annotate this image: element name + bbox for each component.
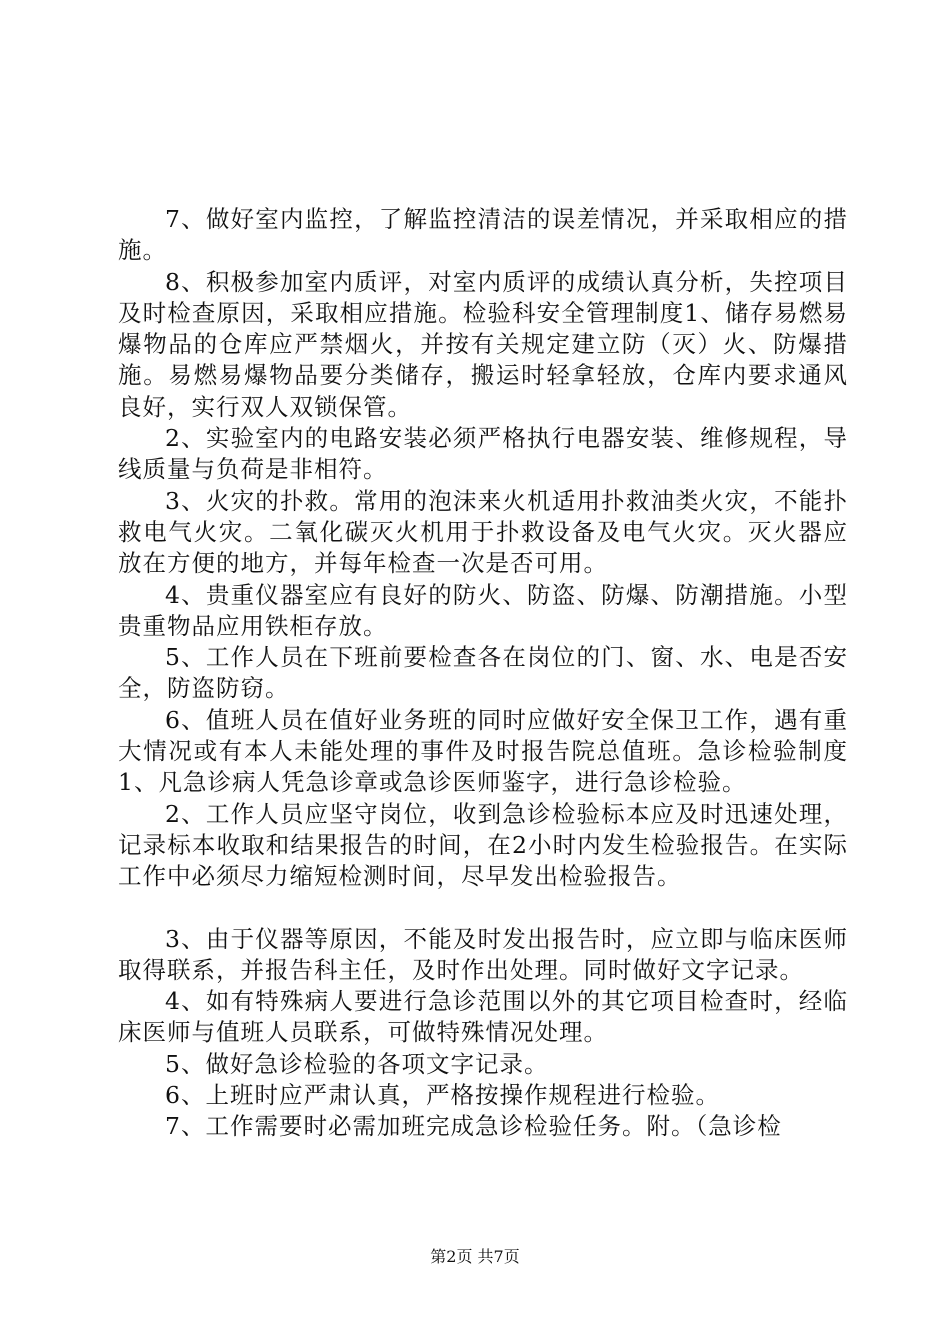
paragraph-4-valuables: 4、贵重仪器室应有良好的防火、防盗、防爆、防潮措施。小型贵重物品应用铁柜存放。	[118, 580, 848, 640]
paragraph-gap	[118, 893, 848, 924]
paragraph-3-instrument: 3、由于仪器等原因，不能及时发出报告时，应立即与临床医师取得联系，并报告科主任，及时作出处理。同时做好文字记录。	[118, 924, 848, 984]
paragraph-5-records: 5、做好急诊检验的各项文字记录。	[165, 1049, 549, 1078]
paragraph-2-wiring: 2、实验室内的电路安装必须严格执行电器安装、维修规程，导线质量与负荷是非相符。	[118, 424, 848, 484]
page-footer	[0, 1244, 950, 1267]
paragraph-6-duty: 6、值班人员在值好业务班的同时应做好安全保卫工作，遇有重大情况或有本人未能处理的事件及时报告院总值班。急诊检验制度1、凡急诊病人凭急诊章或急诊医师鉴字，进行急诊检验。	[118, 705, 848, 797]
document-body	[118, 204, 848, 1143]
paragraph-7-overtime: 7、工作需要时必需加班完成急诊检验任务。附。（急诊检	[165, 1112, 782, 1141]
paragraph-5-checks: 5、工作人员在下班前要检查各在岗位的门、窗、水、电是否安全，防盗防窃。	[118, 643, 848, 703]
paragraph-2-emergency-staff: 2、工作人员应坚守岗位，收到急诊检验标本应及时迅速处理，记录标本收取和结果报告的时间，在2小时内发生检验报告。在实际工作中必须尽力缩短检测时间，尽早发出检验报告。	[118, 799, 848, 891]
paragraph-3-fire: 3、火灾的扑救。常用的泡沫来火机适用扑救油类火灾，不能扑救电气火灾。二氧化碳灭火机用于扑救设备及电气火灾。灭火器应放在方便的地方，并每年检查一次是否可用。	[118, 486, 848, 578]
paragraph-6-procedure: 6、上班时应严肃认真，严格按操作规程进行检验。	[165, 1081, 720, 1110]
paragraph-7-monitoring: 7、做好室内监控，了解监控清洁的误差情况，并采取相应的措施。	[118, 205, 848, 265]
page-indicator: 第2页 共7页	[430, 1247, 520, 1266]
paragraph-8-quality-eval: 8、积极参加室内质评，对室内质评的成绩认真分析，失控项目及时检查原因，采取相应措施。检验科安全管理制度1、储存易燃易爆物品的仓库应严禁烟火，并按有关规定建立防（灭）火、防爆措施。易燃易爆物品要分类储存，搬运时轻拿轻放，仓库内要求通风良好，实行双人双锁保管。	[118, 267, 848, 421]
paragraph-4-special: 4、如有特殊病人要进行急诊范围以外的其它项目检查时，经临床医师与值班人员联系，可做特殊情况处理。	[118, 987, 848, 1047]
